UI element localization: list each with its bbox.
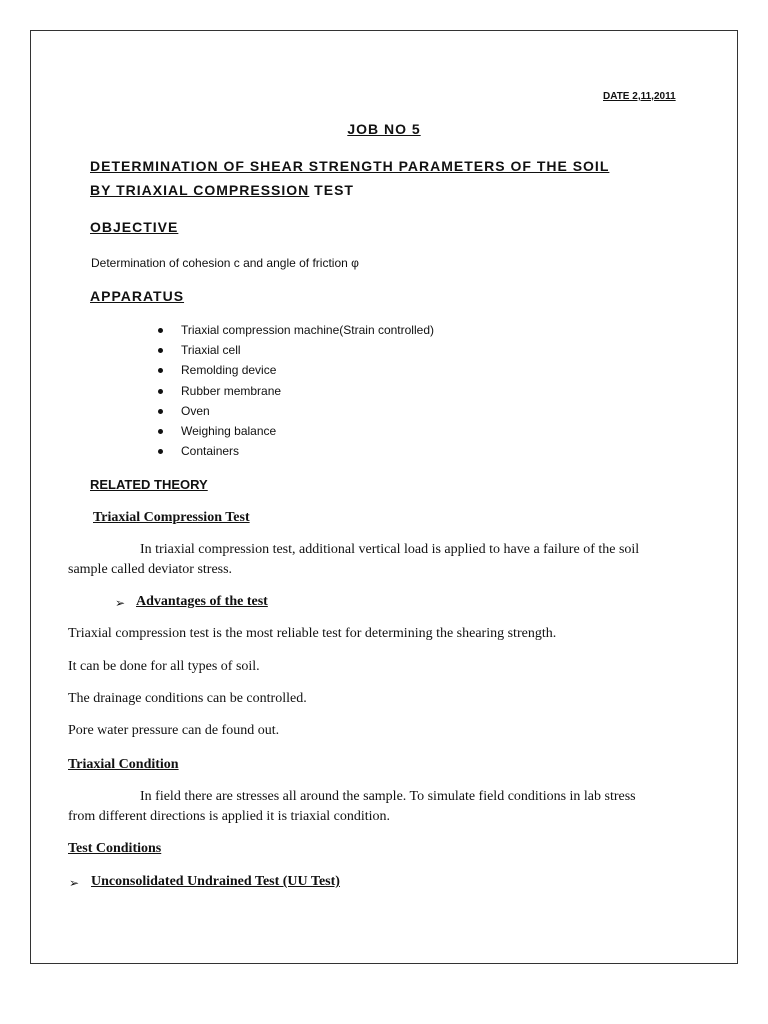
- title-line-1: DETERMINATION OF SHEAR STRENGTH PARAMETERS OF THE SOIL: [90, 158, 610, 174]
- advantage-item: Pore water pressure can de found out.: [68, 723, 280, 738]
- advantage-item: The drainage conditions can be controlled.: [68, 691, 307, 706]
- objective-heading: OBJECTIVE: [90, 219, 179, 235]
- triaxial-paragraph-line-1: In triaxial compression test, additional vertical load is applied to have a failure of the soil: [140, 542, 640, 557]
- apparatus-item-text: Remolding device: [181, 363, 277, 378]
- bullet-icon: [158, 328, 163, 333]
- title-line-2-underlined: BY TRIAXIAL COMPRESSION: [90, 182, 310, 198]
- bullet-icon: [158, 348, 163, 353]
- condition-paragraph-line-2: from different directions is applied it is triaxial condition.: [68, 809, 391, 824]
- apparatus-item-text: Triaxial cell: [181, 343, 241, 358]
- bullet-icon: [158, 449, 163, 454]
- list-item: [155, 441, 434, 461]
- bullet-icon: [158, 409, 163, 414]
- job-number: JOB NO 5: [347, 121, 421, 137]
- bullet-icon: [158, 389, 163, 394]
- list-item: [155, 320, 434, 340]
- apparatus-item-text: Weighing balance: [181, 423, 277, 438]
- advantages-heading: Advantages of the test: [136, 594, 268, 609]
- uu-test-heading: Unconsolidated Undrained Test (UU Test): [91, 874, 340, 889]
- objective-text: Determination of cohesion c and angle of friction φ: [91, 256, 359, 270]
- apparatus-list: [155, 320, 434, 461]
- list-item: [155, 360, 434, 380]
- list-item: [155, 381, 434, 401]
- related-theory-heading: RELATED THEORY: [90, 477, 208, 492]
- bullet-icon: [158, 429, 163, 434]
- bullet-icon: [158, 368, 163, 373]
- triaxial-condition-heading: Triaxial Condition: [68, 757, 179, 772]
- test-conditions-heading: Test Conditions: [68, 841, 162, 856]
- advantage-item: It can be done for all types of soil.: [68, 659, 260, 674]
- apparatus-item-text: Triaxial compression machine(Strain controlled): [181, 323, 434, 337]
- title-line-2: [90, 182, 354, 198]
- triaxial-test-heading: Triaxial Compression Test: [93, 510, 250, 525]
- arrow-bullet-icon: ➢: [115, 596, 126, 610]
- title-line-2-rest: TEST: [309, 182, 354, 198]
- list-item: [155, 340, 434, 360]
- apparatus-item-text: Rubber membrane: [181, 383, 282, 398]
- list-item: [155, 421, 434, 441]
- advantage-item: Triaxial compression test is the most reliable test for determining the shearing strength.: [68, 626, 557, 641]
- apparatus-item-text: Oven: [181, 403, 210, 418]
- list-item: [155, 401, 434, 421]
- arrow-bullet-icon: ➢: [69, 876, 80, 890]
- date-label: DATE 2,11,2011: [603, 91, 676, 102]
- apparatus-item-text: Containers: [181, 444, 240, 459]
- apparatus-heading: APPARATUS: [90, 288, 185, 304]
- triaxial-paragraph-line-2: sample called deviator stress.: [68, 562, 233, 577]
- condition-paragraph-line-1: In field there are stresses all around the sample. To simulate field conditions in lab stress: [140, 789, 636, 804]
